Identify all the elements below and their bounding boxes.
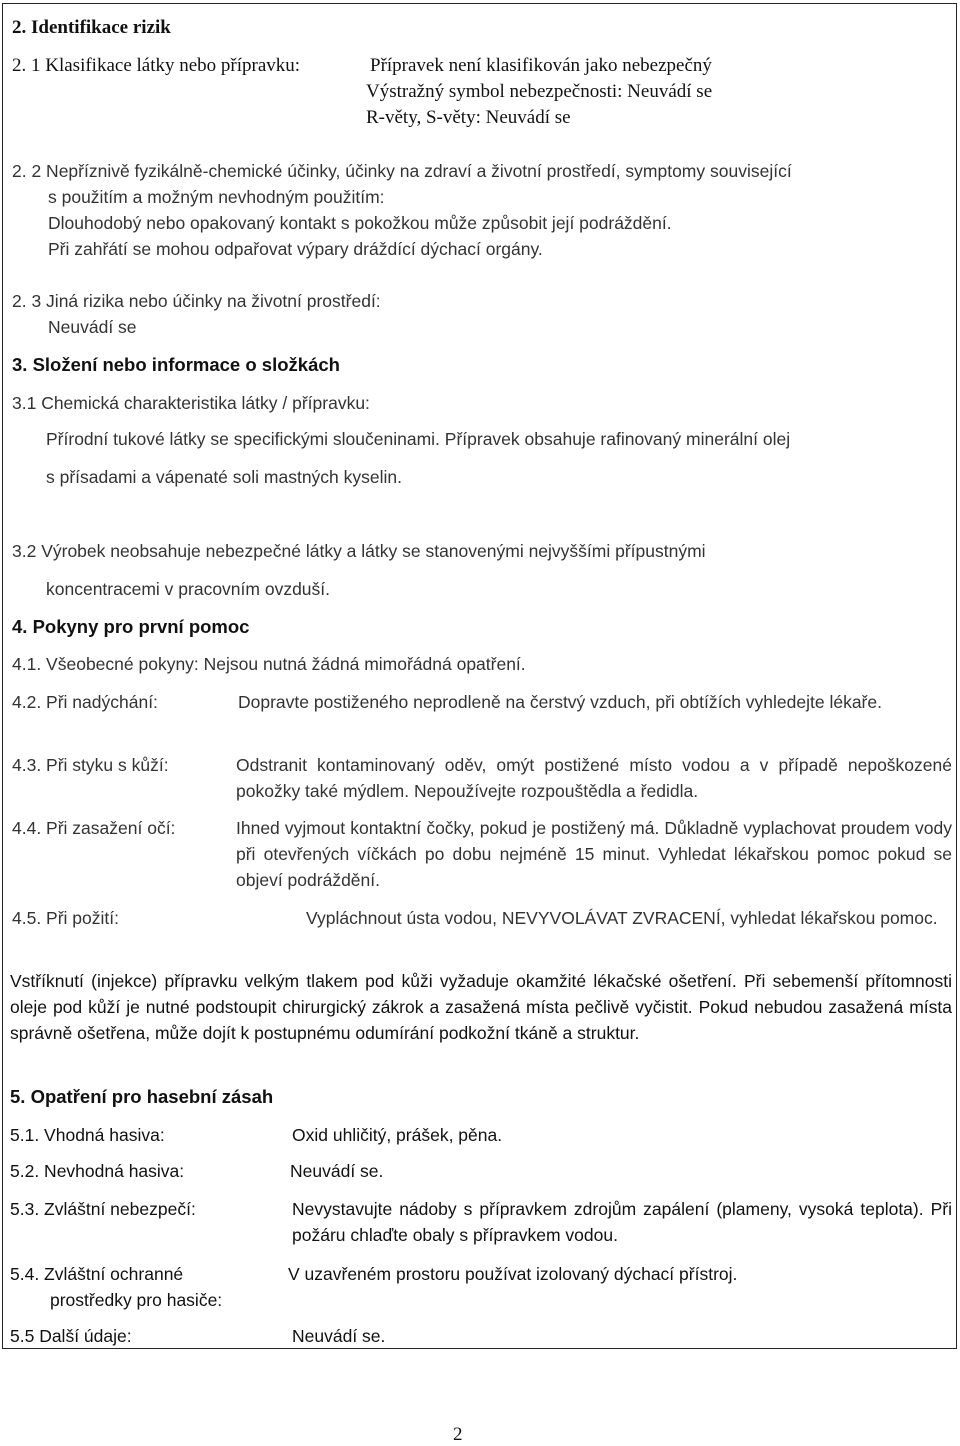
page-number: 2 (453, 1424, 463, 1445)
s22-line2: s použitím a možným nevhodným použitím: (48, 187, 385, 207)
s55-value: Neuvádí se. (292, 1326, 386, 1346)
s55-label: 5.5 Další údaje: (10, 1326, 132, 1346)
s41-text: 4.1. Všeobecné pokyny: Nejsou nutná žádná mimořádná opatření. (12, 654, 526, 674)
s31-line2: s přísadami a vápenaté soli mastných kyselin. (46, 467, 402, 487)
s21-symbol: Výstražný symbol nebezpečnosti: Neuvádí se (366, 81, 713, 102)
s54-label-line1: 5.4. Zvláštní ochranné (10, 1264, 184, 1284)
s31-label: 3.1 Chemická charakteristika látky / přípravku: (12, 393, 370, 413)
s22-line3: Dlouhodobý nebo opakovaný kontakt s pokožkou může způsobit její podráždění. (48, 213, 672, 233)
s53-value: Nevystavujte nádoby s přípravkem zdrojům zapálení (plameny, vysoká teplota). Při požáru chlaďte obaly s přípravkem vodou. (292, 1199, 952, 1245)
s51-label: 5.1. Vhodná hasiva: (10, 1125, 165, 1145)
s43-label: 4.3. Při styku s kůží: (12, 755, 169, 775)
s21-label: 2. 1 Klasifikace látky nebo přípravku: (12, 55, 301, 76)
injection-warning: Vstříknutí (injekce) přípravku velkým tlakem pod kůži vyžaduje okamžité lékačské ošetření. Při sebemenší přítomnosti oleje pod kůží je nutné podstoupit chirurgický zákrok a zasažená místa pečlivě vyčistit. Pokud nebudou zasažená místa správně ošetřena, může dojít k postupnému odumírání podkožní tkáně a struktur. (10, 971, 952, 1043)
s32-line2: koncentracemi v pracovním ovzduší. (46, 579, 331, 599)
s44-text: Ihned vyjmout kontaktní čočky, pokud je postižený má. Důkladně vyplachovat proudem vody při otevřených víčkách po dobu nejméně 15 minut. Vyhledat lékařskou pomoc pokud se objeví podráždění. (236, 818, 952, 890)
s54-label-line2: prostředky pro hasiče: (50, 1290, 223, 1310)
s53-label: 5.3. Zvláštní nebezpečí: (10, 1199, 196, 1219)
section-3-heading: 3. Složení nebo informace o složkách (12, 354, 340, 375)
s45-label: 4.5. Při požití: (12, 908, 119, 928)
s51-value: Oxid uhličitý, prášek, pěna. (292, 1125, 503, 1145)
s42-text: Dopravte postiženého neprodleně na čerstvý vzduch, při obtížích vyhledejte lékaře. (238, 692, 882, 712)
s52-label: 5.2. Nevhodná hasiva: (10, 1161, 185, 1181)
s21-value: Přípravek není klasifikován jako nebezpečný (370, 55, 712, 76)
s43-text: Odstranit kontaminovaný oděv, omýt postižené místo vodou a v případě nepoškozené pokožky také mýdlem. Nepoužívejte rozpouštědla a ředidla. (236, 755, 952, 801)
s44-label: 4.4. Při zasažení očí: (12, 818, 176, 838)
s23-label: 2. 3 Jiná rizika nebo účinky na životní prostředí: (12, 291, 381, 311)
section-5-heading: 5. Opatření pro hasební zásah (10, 1086, 274, 1107)
s32-line1: 3.2 Výrobek neobsahuje nebezpečné látky a látky se stanovenými nejvyššími přípustnými (12, 541, 706, 561)
s23-value: Neuvádí se (48, 317, 137, 337)
section-4-heading: 4. Pokyny pro první pomoc (12, 616, 250, 637)
s22-line4: Při zahřátí se mohou odpařovat výpary dráždící dýchací orgány. (48, 239, 543, 259)
s22-line1: 2. 2 Nepříznivě fyzikálně-chemické účinky, účinky na zdraví a životní prostředí, symptomy související (12, 161, 792, 181)
s21-rs: R-věty, S-věty: Neuvádí se (366, 107, 571, 128)
s42-label: 4.2. Při nadýchání: (12, 692, 158, 712)
s54-value: V uzavřeném prostoru používat izolovaný dýchací přístroj. (288, 1264, 738, 1284)
s31-line1: Přírodní tukové látky se specifickými sloučeninami. Přípravek obsahuje rafinovaný minerální olej (46, 429, 791, 449)
s52-value: Neuvádí se. (290, 1161, 384, 1181)
s45-text: Vypláchnout ústa vodou, NEVYVOLÁVAT ZVRACENÍ, vyhledat lékařskou pomoc. (306, 908, 938, 928)
section-2-heading: 2. Identifikace rizik (12, 17, 171, 38)
